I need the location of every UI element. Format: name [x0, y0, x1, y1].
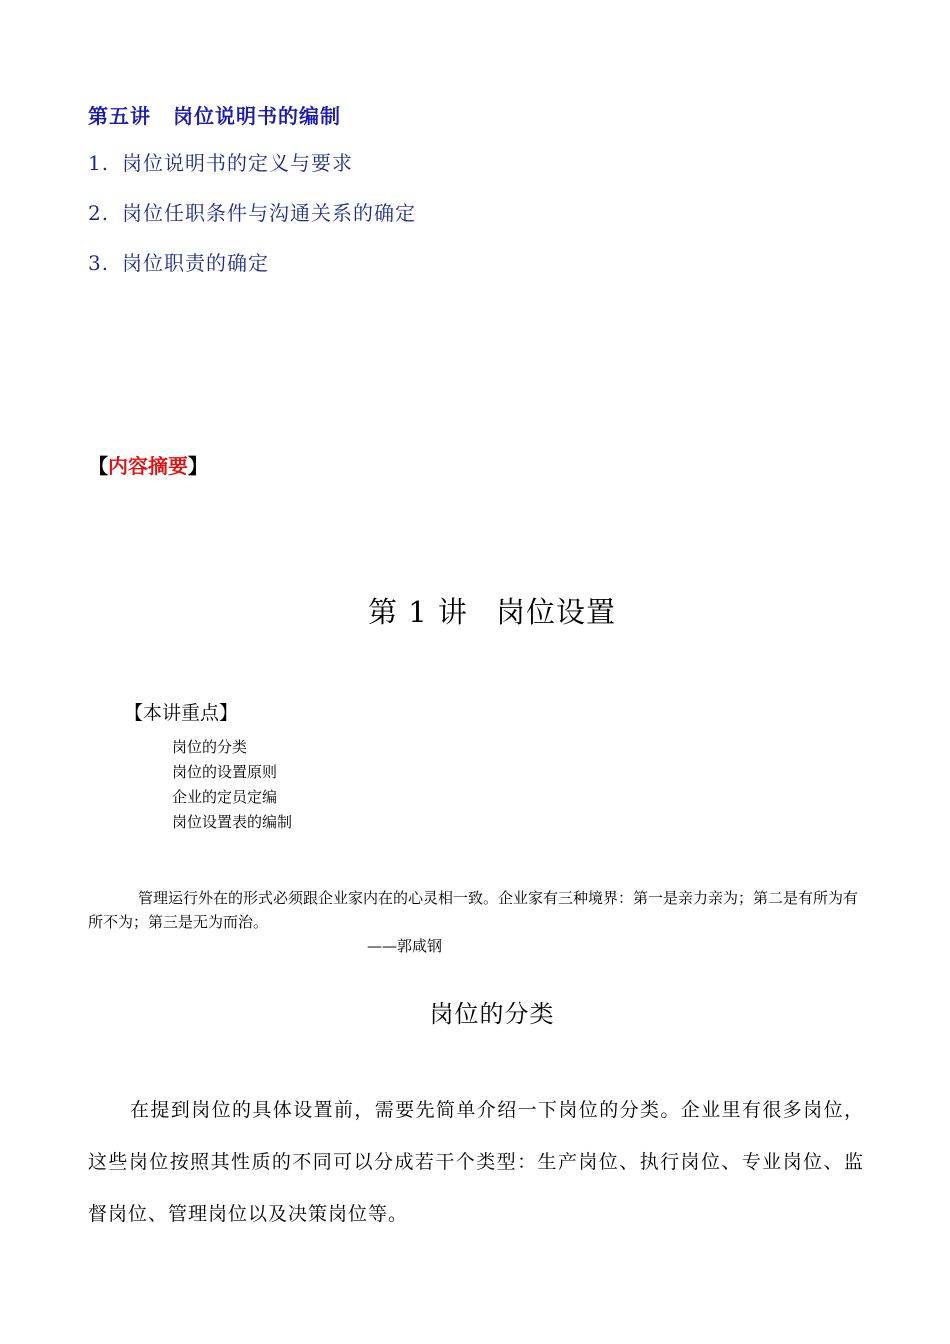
toc-item-number: 2.: [88, 201, 110, 225]
toc-item-number: 3.: [88, 251, 110, 275]
toc-item-number: 1.: [88, 151, 110, 175]
lecture-title: [88, 100, 341, 129]
lecture-number: 第五讲: [88, 104, 151, 128]
key-point-item: 岗位设置表的编制: [172, 813, 293, 831]
toc-item[interactable]: [88, 248, 416, 298]
bracket-open: 【: [88, 454, 108, 478]
toc-item[interactable]: [88, 148, 416, 198]
quote-author: ——郭咸钢: [367, 937, 443, 955]
chapter-name: 岗位设置: [495, 595, 616, 629]
content-summary-heading: [88, 450, 208, 479]
toc-item-text: 岗位职责的确定: [122, 251, 269, 275]
chapter-number: 第 1 讲: [368, 595, 468, 629]
toc-item-text: 岗位说明书的定义与要求: [122, 151, 353, 175]
key-points-heading: 【本讲重点】: [124, 702, 239, 724]
key-point-item: 岗位的分类: [172, 738, 248, 756]
summary-label: 内容摘要: [108, 454, 188, 478]
quote-text: 管理运行外在的形式必须跟企业家内在的心灵相一致。企业家有三种境界：第一是亲力亲为；第二是有所为有所不为；第三是无为而治。: [88, 889, 859, 931]
section-title: 岗位的分类: [429, 1000, 555, 1028]
lecture-name: 岗位说明书的编制: [173, 104, 341, 128]
table-of-contents: [88, 148, 416, 298]
toc-item-text: 岗位任职条件与沟通关系的确定: [122, 201, 416, 225]
key-points-list: [172, 736, 292, 836]
bracket-close: 】: [188, 454, 208, 478]
chapter-title: [0, 590, 950, 631]
key-point-item: 岗位的设置原则: [172, 763, 278, 781]
key-point-item: 企业的定员定编: [172, 788, 278, 806]
body-paragraph: 在提到岗位的具体设置前，需要先简单介绍一下岗位的分类。企业里有很多岗位，这些岗位按照其性质的不同可以分成若干个类型：生产岗位、执行岗位、专业岗位、监督岗位、管理岗位以及决策岗位等。: [88, 1099, 864, 1225]
toc-item[interactable]: [88, 198, 416, 248]
